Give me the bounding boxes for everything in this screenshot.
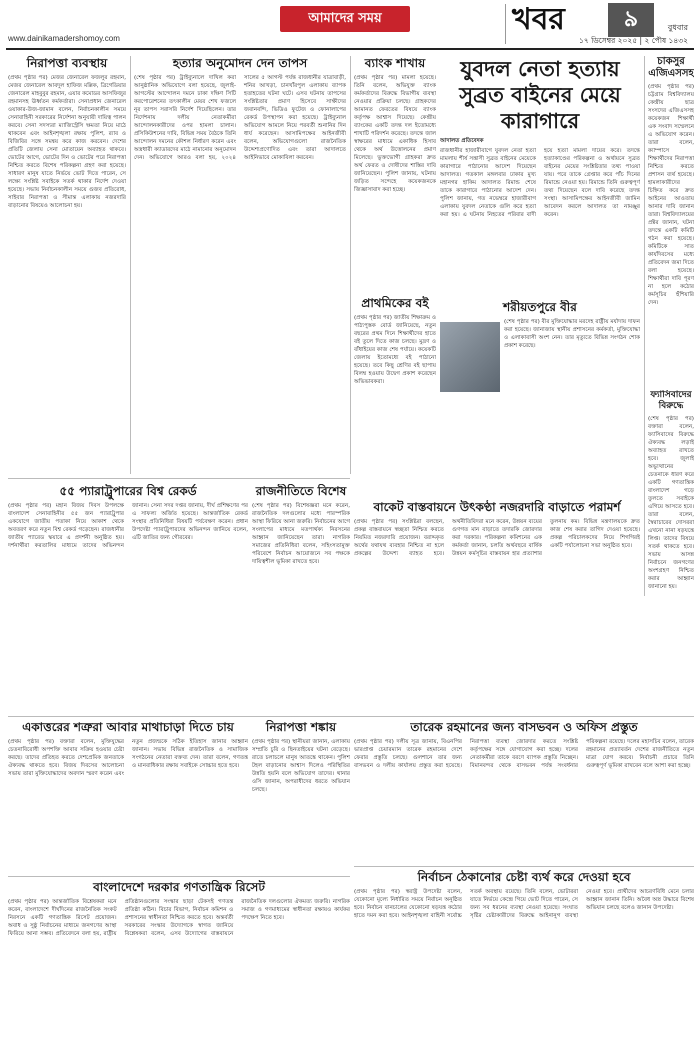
byline: আদালত প্রতিবেদক [440, 138, 484, 144]
article-body: (প্রথম পৃষ্ঠার পর) আন্তর্জাতিক বিশ্লেষকরা মনে করেন, বাংলাদেশে দীর্ঘদিনের রাজনৈতিক সংকট নিরসনে একটি গণতান্ত্রিক রিসেট প্রয়োজন। অবাধ ও সুষ্ঠু নির্বাচনের মাধ্যমে জনগণের আস্থা ফিরিয়ে আনা সম্ভব। প্রতিবেদনে বলা হয়, রাষ্ট্রীয় প্রতিষ্ঠানগুলোর সংস্কার ছাড়া টেকসই গণতন্ত্র প্রতিষ্ঠা কঠিন। বিচার বিভাগ, নির্বাচন কমিশন ও প্রশাসনের স্বাধীনতা নিশ্চিত করতে হবে। অন্তর্বর্তী সরকারের সংস্কার উদ্যোগকে স্বাগত জানিয়ে বিশ্লেষকরা বলেন, এসব উদ্যোগের বাস্তবায়নে রাজনৈতিক দলগুলোর ঐকমত্য জরুরি। নাগরিক সমাজ ও গণমাধ্যমের স্বাধীনতা রক্ষায়ও কার্যকর পদক্ষেপ নিতে হবে। [8, 899, 350, 937]
headline: হত্যার অনুমোদন দেন তাপস [172, 56, 308, 70]
article-bd-sorkar[interactable] [8, 880, 350, 1045]
article-jubodol-neta[interactable] [440, 56, 640, 296]
article-nirbachon[interactable] [354, 870, 694, 1045]
issue-date: ১৭ ডিসেম্বর ২০২৫ | ২ পৌষ ১৪৩২ [578, 36, 688, 45]
headline: তারেক রহমানের জন্য বাসভবন ও অফিস প্রস্তুত [410, 720, 638, 734]
article-body: (প্রথম পৃষ্ঠার পর) স্থানীয়রা জানান, এলাকায় সম্প্রতি চুরি ও ছিনতাইয়ের ঘটনা বেড়েছে। রাতে চলাচলে মানুষ আতঙ্কে থাকেন। পুলিশ টহল বাড়ানোর আশ্বাস দিলেও পরিস্থিতির উন্নতি হয়নি বলে অভিযোগ তাদের। থানার ওসি জানান, অপরাধীদের ধরতে অভিযান চলছে। [252, 739, 350, 793]
article-barkti-bastobayone[interactable] [354, 500, 640, 710]
headline: চাকসুর এজিএসসহ [648, 56, 694, 79]
row-divider [8, 716, 694, 717]
column-divider [350, 56, 351, 474]
article-body: (প্রথম পৃষ্ঠার পর) দলীয় সূত্র জানায়, বিএনপির ভারপ্রাপ্ত চেয়ারম্যান তারেক রহমানের দেশে ফেরার প্রস্তুতি চলছে। গুলশানে তার জন্য বাসভবন ও দলীয় কার্যালয় প্রস্তুত করা হয়েছে। নিরাপত্তা ব্যবস্থা জোরদার করতে সংশ্লিষ্ট কর্তৃপক্ষের সঙ্গে যোগাযোগ করা হচ্ছে। দলের নেতাকর্মীরা তাকে বরণে ব্যাপক প্রস্তুতি নিচ্ছেন। বিমানবন্দর থেকে বাসভবন পর্যন্ত সংবর্ধনার পরিকল্পনা রয়েছে। দলের মহাসচিব বলেন, তারেক রহমানের প্রত্যাবর্তন দেশের রাজনীতিতে নতুন মাত্রা যোগ করবে। নির্বাচনী প্রচারে তিনি গুরুত্বপূর্ণ ভূমিকা রাখবেন বলে আশা করা হচ্ছে। [354, 739, 694, 769]
headline: রাজনীতিতে বিশেষ [255, 484, 347, 498]
headline: নির্বাচন ঠেকানোর চেষ্টা ব্যর্থ করে দেওয়া হবে [417, 870, 631, 884]
headline: বাংলাদেশে দরকার গণতান্ত্রিক রিসেট [93, 880, 265, 894]
article-body: (প্রথম পৃষ্ঠার পর) মামলা হয়েছে। তিনি বলেন, অভিযুক্ত ব্যাংক কর্মকর্তাদের বিরুদ্ধে বিভাগীয় ব্যবস্থা নেওয়ার প্রক্রিয়া চলছে। গ্রাহকদের আমানত ফেরতের বিষয়ে ব্যাংক কর্তৃপক্ষ আশ্বাস দিয়েছে। কেন্দ্রীয় ব্যাংকের একটি তদন্ত দল ইতোমধ্যে শাখাটি পরিদর্শন করেছে। তদন্তে জাল স্বাক্ষরের মাধ্যমে একাধিক হিসাব থেকে অর্থ উত্তোলনের প্রমাণ মিলেছে। ভুক্তভোগী গ্রাহকরা দ্রুত অর্থ ফেরত ও দোষীদের শাস্তির দাবি জানিয়েছেন। পুলিশ জানায়, ঘটনায় জড়িত সন্দেহে কয়েকজনকে জিজ্ঞাসাবাদ করা হচ্ছে। [354, 75, 436, 193]
newspaper-logo[interactable]: আমাদের সময় [280, 6, 410, 32]
row-divider [354, 866, 694, 867]
headline: নিরাপত্তা শঙ্কায় [265, 720, 337, 734]
article-world-record[interactable] [8, 484, 248, 714]
article-nirapotta-shonka[interactable] [252, 720, 350, 840]
article-bank-shakhay[interactable] [354, 56, 436, 292]
row-divider [8, 478, 350, 479]
article-prathomiker-boi[interactable] [354, 296, 436, 496]
column-divider [644, 56, 645, 596]
article-nirapotta-bebostha[interactable] [8, 56, 126, 474]
masthead-rule [6, 48, 694, 50]
issue-day: বুধবার [667, 23, 688, 32]
article-body: (শেষ পৃষ্ঠার পর) বীর মুক্তিযোদ্ধার মরদেহ রাষ্ট্রীয় মর্যাদায় দাফন করা হয়েছে। জানাজায় স্থানীয় প্রশাসনের কর্মকর্তা, মুক্তিযোদ্ধা ও এলাকাবাসী অংশ নেন। তার মৃত্যুতে বিভিন্ন সংগঠন শোক প্রকাশ করেছে। [504, 319, 640, 349]
article-body: (শেষ পৃষ্ঠার পর) বক্তারা বলেন, ফ্যাসিবাদের বিরুদ্ধে ঐক্যবদ্ধ লড়াই অব্যাহত রাখতে হবে। জুলাই অভ্যুত্থানের চেতনাকে ধারণ করে একটি গণতান্ত্রিক বাংলাদেশ গড়ে তুলতে সবাইকে এগিয়ে আসতে হবে। তারা বলেন, স্বৈরাচারের দোসররা এখনো নানা ষড়যন্ত্রে লিপ্ত। তাদের বিষয়ে সতর্ক থাকতে হবে। সভায় আসন্ন নির্বাচনে জনগণের অংশগ্রহণ নিশ্চিত করার আহ্বান জানানো হয়। [648, 416, 694, 590]
headline: ৫৫ প্যারাট্রুপারের বিশ্ব রেকর্ড [59, 484, 197, 498]
lead-headline: যুবদল নেতা হত্যায় সুব্রত বাইনের মেয়ে কারাগারে [459, 57, 621, 133]
article-chakshu[interactable] [648, 56, 694, 386]
section-title: খবর [512, 2, 565, 37]
headline: প্রাথমিকের বই [361, 296, 429, 310]
headline: নিরাপত্তা ব্যবস্থায় [26, 56, 108, 70]
page-number: ৯ [608, 3, 654, 37]
photo-muktijoddha [440, 322, 500, 392]
article-ekatturer-shotru[interactable] [8, 720, 248, 870]
article-fascist[interactable] [648, 390, 694, 596]
article-body: (প্রথম পৃষ্ঠার পর) সংশ্লিষ্টরা বলছেন, প্রকল্প বাস্তবায়নে স্বচ্ছতা নিশ্চিত করতে নিয়মিত নজরদারি প্রয়োজন। বরাদ্দকৃত অর্থের যথাযথ ব্যবহার নিশ্চিত না হলে প্রকল্পের উদ্দেশ্য ব্যাহত হবে। অর্থনীতিবিদরা মনে করেন, উন্নয়ন ব্যয়ের গুণগত মান বাড়াতে তদারকি জোরদার করা দরকার। পরিকল্পনা কমিশনের এক কর্মকর্তা জানান, চলতি অর্থবছরে বার্ষিক উন্নয়ন কর্মসূচির বাস্তবায়ন হার প্রত্যাশার তুলনায় কম। বিভিন্ন মন্ত্রণালয়কে দ্রুত কাজ শেষ করার তাগিদ দেওয়া হয়েছে। প্রকল্প পরিচালকদের নিয়ে শিগগিরই একটি পর্যালোচনা সভা অনুষ্ঠিত হবে। [354, 519, 640, 557]
headline: ফ্যাসিবাদের বিরুদ্ধে [650, 390, 692, 411]
column-divider [130, 56, 131, 474]
article-body: (প্রথম পৃষ্ঠার পর) মেজর জেনারেল ফজলুর রহমান, মেজর জেনারেল আবদুল হাফিজ মল্লিক, ব্রিগেডিয়ার জেনারেল মাহবুবুর রহমান, এয়ার কমোডর আসফিজুর রহমানসহ ঊর্ধ্বতন কর্মকর্তারা। সেনাপ্রধান জেনারেল ওয়াকার-উজ-জামান বলেন, নির্বাচনকালীন সময়ে সেনাবাহিনী সরকারের নির্দেশনা অনুযায়ী দায়িত্ব পালন করবে। সেনা সদস্যরা ম্যাজিস্ট্রেসি ক্ষমতা নিয়ে মাঠে থাকবেন এবং আইনশৃঙ্খলা রক্ষায় পুলিশ, র‍্যাব ও বিজিবির সঙ্গে সমন্বয় করে কাজ করবেন। দেশের প্রতিটি জেলায় সেনা মোতায়েন অব্যাহত থাকবে। ভোটের আগে, ভোটের দিন ও ভোটের পরে নিরাপত্তা নিশ্চিত করতে বিশেষ পরিকল্পনা গ্রহণ করা হয়েছে। সাধারণ মানুষ যাতে নির্ভয়ে ভোট দিতে পারেন, সে লক্ষ্যে সংশ্লিষ্ট সবাইকে সতর্ক থাকার নির্দেশ দেওয়া হয়েছে। সভায় নির্বাচনকালীন সময়ে গুজব প্রতিরোধ, সাইবার নিরাপত্তা ও সীমান্ত এলাকায় নজরদারি বাড়ানোর বিষয়েও আলোচনা হয়। [8, 75, 126, 209]
article-body: (প্রথম পৃষ্ঠার পর) বক্তারা বলেন, মুক্তিযুদ্ধের চেতনাবিরোধী অপশক্তি আবার সক্রিয় হওয়ার চেষ্টা করছে। তাদের প্রতিহত করতে দেশপ্রেমিক জনতাকে ঐক্যবদ্ধ থাকতে হবে। বিজয় দিবসের আলোচনা সভায় তারা মুক্তিযোদ্ধাদের অবদান স্মরণ করেন এবং নতুন প্রজন্মকে সঠিক ইতিহাস জানার আহ্বান জানান। সভায় বিভিন্ন রাজনৈতিক ও সামাজিক সংগঠনের নেতারা বক্তব্য দেন। তারা বলেন, গণতন্ত্র ও মানবাধিকার রক্ষায় সবাইকে সোচ্চার হতে হবে। [8, 739, 248, 777]
article-tarek-rahman[interactable] [354, 720, 694, 860]
masthead-divider [505, 4, 506, 44]
masthead [0, 0, 700, 50]
headline: একাত্তরের শত্রুরা আবার মাথাচাড়া দিতে চায় [22, 720, 234, 734]
article-body: (প্রথম পৃষ্ঠার পর) জাতীয় শিক্ষাক্রম ও পাঠ্যপুস্তক বোর্ড জানিয়েছে, নতুন বছরের প্রথম দিনে শিক্ষার্থীদের হাতে বই তুলে দিতে কাজ চলছে। মুদ্রণ ও বাঁধাইয়ের কাজ শেষ পর্যায়ে। কয়েকটি জেলায় ইতোমধ্যে বই পাঠানো হয়েছে। তবে কিছু শ্রেণির বই ছাপায় বিলম্ব হওয়ায় উদ্বেগ প্রকাশ করেছেন অভিভাবকরা। [354, 315, 436, 385]
article-body: (প্রথম পৃষ্ঠার পর) স্বরাষ্ট্র উপদেষ্টা বলেন, যেকোনো মূল্যে নির্ধারিত সময়ে নির্বাচন অনুষ্ঠিত হবে। নির্বাচন বানচালের যেকোনো ষড়যন্ত্র কঠোর হাতে দমন করা হবে। আইনশৃঙ্খলা বাহিনী সর্বোচ্চ সতর্ক অবস্থায় রয়েছে। তিনি বলেন, ভোটাররা যাতে নির্ভয়ে কেন্দ্রে গিয়ে ভোট দিতে পারেন, সে জন্য সব ধরনের ব্যবস্থা নেওয়া হয়েছে। সংঘাত সৃষ্টির চেষ্টাকারীদের বিরুদ্ধে আইনানুগ ব্যবস্থা নেওয়া হবে। প্রার্থীদের আচরণবিধি মেনে চলার আহ্বান জানান তিনি। অবৈধ অস্ত্র উদ্ধারে বিশেষ অভিযান চলছে বলেও জানান উপদেষ্টা। [354, 889, 694, 919]
website-url[interactable]: www.dainikamadershomoy.com [8, 34, 120, 43]
article-body: (প্রথম পৃষ্ঠার পর) চট্টগ্রাম বিশ্ববিদ্যালয় কেন্দ্রীয় ছাত্র সংসদের এজিএসসহ কয়েকজন শিক্ষার্থী এক সংবাদ সম্মেলনে এ অভিযোগ করেন। তারা বলেন, ক্যাম্পাসে শিক্ষার্থীদের নিরাপত্তা নিশ্চিত করতে প্রশাসন ব্যর্থ হয়েছে। হামলাকারীদের চিহ্নিত করে দ্রুত আইনের আওতায় আনার দাবি জানান তারা। বিশ্ববিদ্যালয়ের প্রক্টর জানান, ঘটনা তদন্তে একটি কমিটি গঠন করা হয়েছে। কমিটিকে সাত কার্যদিবসের মধ্যে প্রতিবেদন জমা দিতে বলা হয়েছে। শিক্ষার্থীরা দাবি পূরণ না হলে কঠোর কর্মসূচির হুঁশিয়ারি দেন। [648, 84, 694, 306]
article-body: রাজধানীর হাজারীবাগে যুবদল নেতা হত্যা মামলায় শীর্ষ সন্ত্রাসী সুব্রত বাইনের মেয়েকে কারাগারে পাঠানোর আদেশ দিয়েছেন আদালত। গতকাল মঙ্গলবার ঢাকার মুখ্য মহানগর হাকিম আদালত রিমান্ড শেষে তাকে কারাগারে পাঠানোর আদেশ দেন। পুলিশ জানায়, গত নভেম্বরে হাজারীবাগ এলাকায় যুবদল নেতাকে গুলি করে হত্যা করা হয়। এ ঘটনায় নিহতের পরিবার বাদী হয়ে হত্যা মামলা দায়ের করে। তদন্তে হত্যাকাণ্ডের পরিকল্পনা ও অর্থায়নে সুব্রত বাইনের মেয়ের সংশ্লিষ্টতার তথ্য পাওয়া যায়। পরে তাকে গ্রেপ্তার করে পাঁচ দিনের রিমান্ডে নেওয়া হয়। রিমান্ডে তিনি গুরুত্বপূর্ণ তথ্য দিয়েছেন বলে দাবি করেছে তদন্ত সংস্থা। আসামিপক্ষের আইনজীবী জামিন আবেদন করলে আদালত তা নামঞ্জুর করেন। [440, 148, 640, 218]
headline: বাকেট বাস্তবায়নে উৎকণ্ঠা নজরদারি বাড়াতে পরামর্শ [373, 500, 621, 514]
article-rajnitite-bisheshe[interactable] [252, 484, 350, 714]
article-body: (প্রথম পৃষ্ঠার পর) মহান বিজয় দিবস উপলক্ষে বাংলাদেশ সেনাবাহিনীর ৫৫ জন প্যারাট্রুপার একযোগে জাতীয় পতাকা নিয়ে আকাশ থেকে অবতরণ করে নতুন বিশ্ব রেকর্ড গড়েছেন। রাজধানীর জাতীয় প্যারেড স্কয়ারে এ প্রদর্শনী অনুষ্ঠিত হয়। দর্শনার্থীরা করতালির মাধ্যমে তাদের অভিনন্দন জানান। সেনা সদর দপ্তর জানায়, দীর্ঘ প্রশিক্ষণের পর এ সাফল্য অর্জিত হয়েছে। আন্তর্জাতিক রেকর্ড সংস্থার প্রতিনিধিরা বিষয়টি পর্যবেক্ষণ করেন। প্রধান উপদেষ্টা প্যারাট্রুপারদের অভিনন্দন জানিয়ে বলেন, এটি জাতির জন্য গৌরবের। [8, 503, 248, 549]
article-body: (শেষ পৃষ্ঠার পর) বিশেষজ্ঞরা মনে করেন, রাজনৈতিক দলগুলোর মধ্যে পারস্পরিক আস্থা ফিরিয়ে আনা জরুরি। নির্বাচনের আগে সংলাপের মাধ্যমে মতপার্থক্য নিরসনের আহ্বান জানিয়েছেন তারা। নাগরিক সমাজের প্রতিনিধিরা বলেন, সহিংসতামুক্ত পরিবেশে নির্বাচন আয়োজনে সব পক্ষকে দায়িত্বশীল ভূমিকা রাখতে হবে। [252, 503, 350, 565]
headline: ব্যাংক শাখায় [364, 56, 426, 70]
row-divider [8, 876, 350, 877]
headline: শরীয়তপুরে বীর [503, 300, 577, 314]
article-body: (শেষ পৃষ্ঠার পর) ট্রাইব্যুনালে দাখিল করা আনুষ্ঠানিক অভিযোগে বলা হয়েছে, জুলাই-আগস্টের আন্দোলন দমনে ঢাকা দক্ষিণ সিটি করপোরেশনের তৎকালীন মেয়র শেখ ফজলে নূর তাপস সরাসরি নির্দেশ দিয়েছিলেন। তার নির্দেশনায় দলীয় নেতাকর্মীরা আন্দোলনকারীদের ওপর হামলা চালান। প্রসিকিউশনের দাবি, বিভিন্ন সময় বৈঠকে তিনি আন্দোলন দমনের কৌশল নির্ধারণ করেন এবং অস্ত্রধারী ক্যাডারদের মাঠে নামানোর অনুমোদন দেন। অভিযোগে আরও বলা হয়, ২০২৪ সালের ৫ আগস্ট পর্যন্ত রাজধানীর যাত্রাবাড়ী, শনির আখড়া, চানখাঁরপুল এলাকায় ব্যাপক হতাহতের ঘটনা ঘটে। এসব ঘটনায় তাপসের সংশ্লিষ্টতার প্রমাণ হিসেবে সাক্ষীদের জবানবন্দি, ভিডিও ফুটেজ ও ফোনালাপের রেকর্ড উপস্থাপন করা হয়েছে। ট্রাইব্যুনাল অভিযোগ আমলে নিয়ে পরবর্তী শুনানির দিন ধার্য করেছেন। আসামিপক্ষের আইনজীবী বলেন, অভিযোগগুলো রাজনৈতিক উদ্দেশ্যপ্রণোদিত এবং তারা আদালতে আইনিভাবে মোকাবিলা করবেন। [134, 75, 346, 161]
article-shoriyotpure[interactable] [440, 300, 640, 400]
article-hottar-onumodon[interactable] [134, 56, 346, 474]
